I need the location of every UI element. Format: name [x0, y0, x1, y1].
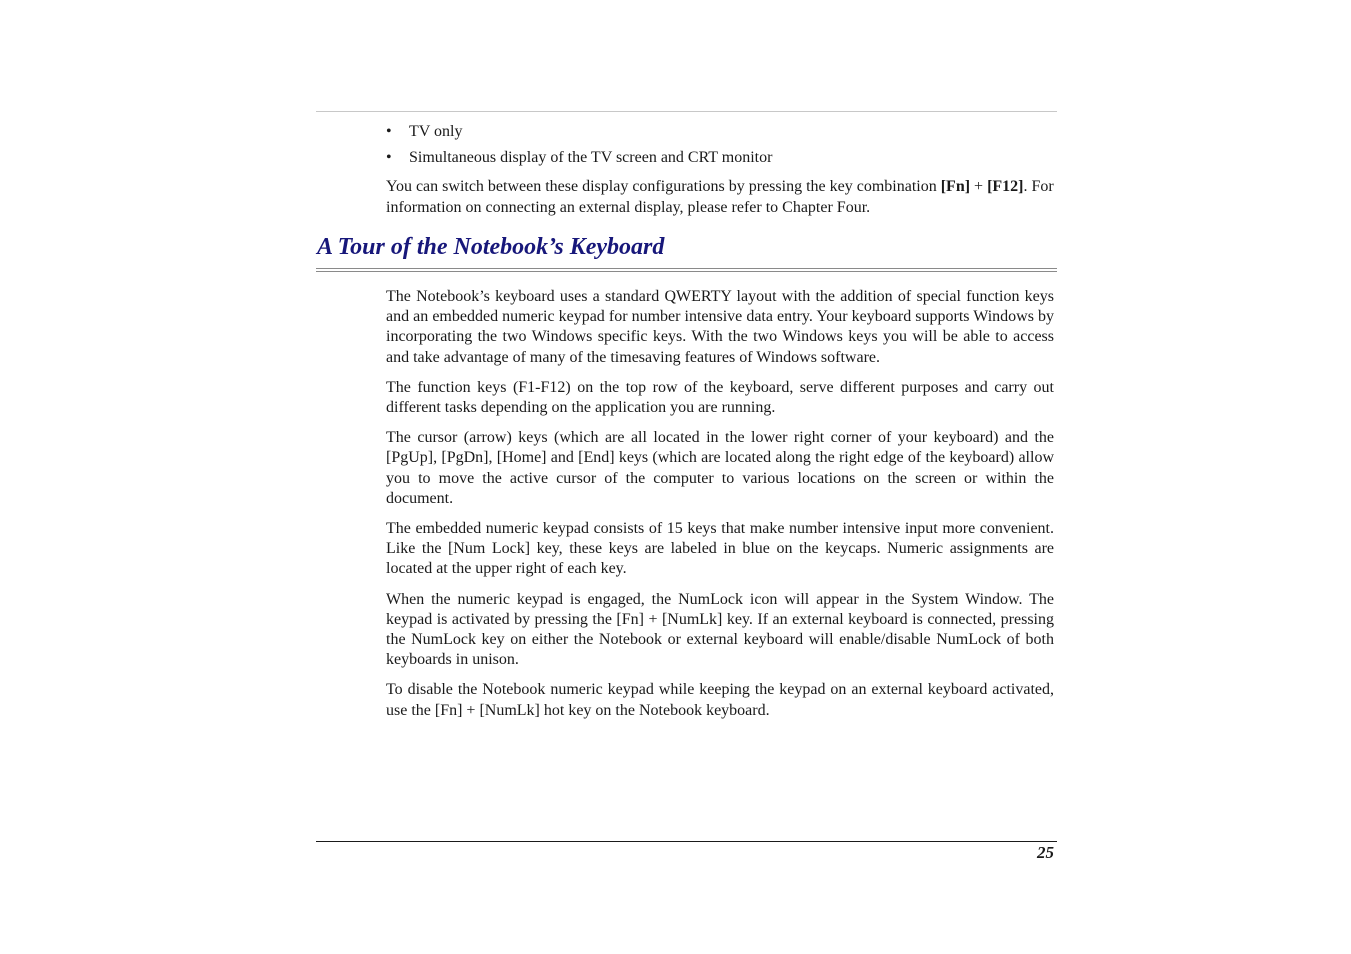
- display-switch-paragraph: [386, 176, 1062, 218]
- paragraph-cursor-keys: The cursor (arrow) keys (which are all located in the lower right corner of your keyboard) and the [PgUp], [PgDn], [Home] and [End] keys (which are located along the right edge of the keyboard) allow you to move the active cursor of the computer to various locations on the screen or within the document.: [386, 429, 1054, 507]
- intro-plus: +: [970, 178, 988, 195]
- paragraph-disable-keypad: To disable the Notebook numeric keypad while keeping the keypad on an external keyboard activated, use the [Fn] + [NumLk] hot key on the Notebook keyboard.: [386, 681, 1054, 719]
- page-number: 25: [1037, 843, 1054, 862]
- display-options-list: [386, 122, 1066, 174]
- top-divider: [316, 111, 1057, 112]
- key-fn: [Fn]: [940, 178, 971, 195]
- list-item: [386, 122, 1066, 148]
- list-item-text: Simultaneous display of the TV screen and CRT monitor: [409, 149, 773, 166]
- paragraph-keyboard-layout: The Notebook’s keyboard uses a standard QWERTY layout with the addition of special function keys and an embedded numeric keypad for number intensive data entry. Your keyboard supports Windows by incorporating the two Windows specific keys. With the two Windows keys you will be able to access and take advantage of many of the timesaving features of Windows software.: [386, 288, 1054, 366]
- paragraph-function-keys: The function keys (F1-F12) on the top row of the keyboard, serve different purposes and carry out different tasks depending on the application you are running.: [386, 378, 1054, 417]
- paragraph-numlock: When the numeric keypad is engaged, the NumLock icon will appear in the System Window. The keypad is activated by pressing the [Fn] + [NumLk] key. If an external keyboard is connected, pressing the NumLock key on either the Notebook or external keyboard will enable/disable NumLock of both keyboards in unison.: [386, 590, 1054, 669]
- intro-text: You can switch between these display configurations by pressing the key combination: [386, 178, 941, 195]
- bullet-icon: •: [386, 149, 392, 166]
- list-item-text: TV only: [409, 123, 463, 140]
- heading-divider: [316, 268, 1057, 272]
- paragraph-numeric-keypad: The embedded numeric keypad consists of 15 keys that make number intensive input more convenient. Like the [Num Lock] key, these keys are labeled in blue on the keycaps. Numeric assignments are located at the upper right of each key.: [386, 520, 1054, 578]
- intro-text-end: . For information on connecting an external display, please refer to Chapter Four.: [386, 178, 1054, 216]
- section-heading: A Tour of the Notebook’s Keyboard: [317, 234, 665, 260]
- section-body: [386, 287, 1054, 731]
- footer-divider: [316, 841, 1057, 842]
- bullet-icon: •: [386, 123, 392, 140]
- key-f12: [F12]: [987, 178, 1024, 195]
- list-item: [386, 148, 1066, 174]
